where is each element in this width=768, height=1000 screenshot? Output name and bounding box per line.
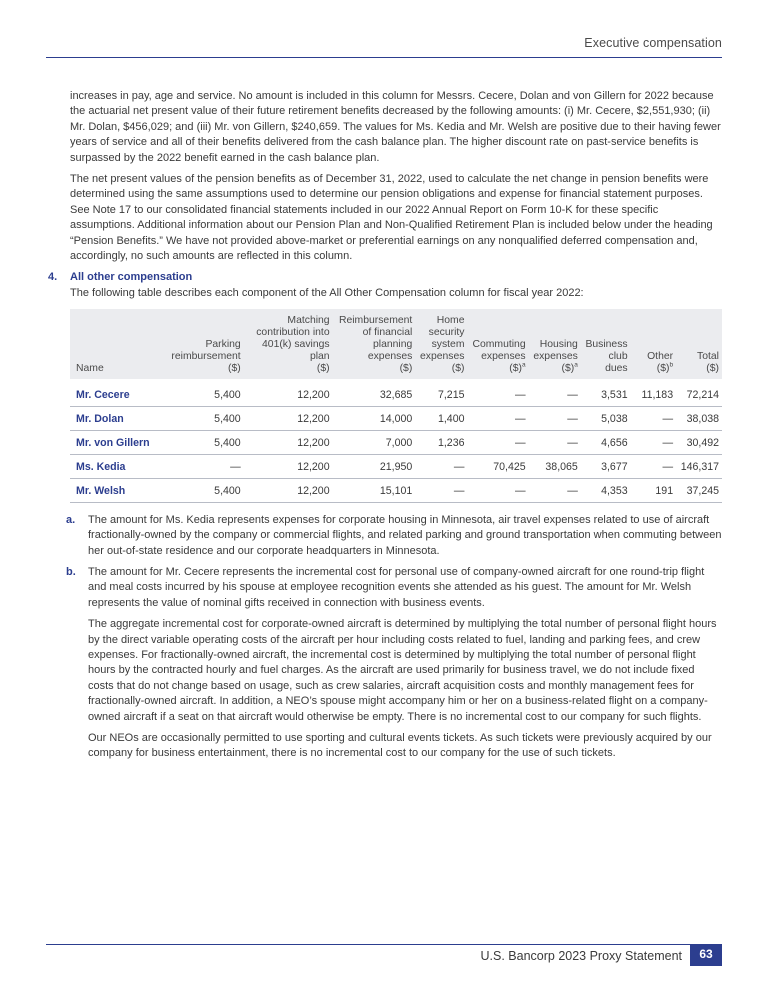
amount-cell: — — [529, 478, 581, 502]
all-other-compensation-table — [70, 309, 722, 503]
page-content — [48, 89, 722, 768]
pension-paragraph-2: The net present values of the pension benefits as of December 31, 2022, used to calculate the net change in pension benefits were determined using the same assumptions used to determine our pension obligations and expense for financial statement purposes. See Note 17 to our consolidated financial statements included in our 2022 Annual Report on Form 10-K for these specific assumptions. Additional information about our Pension Plan and Non-Qualified Retirement Plan is included below under the heading “Pension Benefits.” We have not provided above-market or preferential earnings on any nonqualified deferred compensation and, accordingly, no such amounts are reflected in this column. — [70, 173, 713, 263]
column-header-line: Reimbursement — [338, 315, 413, 327]
amount-cell: — — [631, 454, 676, 478]
column-header — [676, 309, 722, 379]
table-row — [70, 478, 722, 502]
table-header-row — [70, 309, 722, 379]
column-header-line: ($) — [399, 363, 413, 375]
column-header-line: system — [431, 339, 465, 351]
amount-cell: 5,400 — [161, 406, 244, 430]
amount-cell: 15,101 — [333, 478, 416, 502]
executive-name: Ms. Kedia — [70, 454, 161, 478]
column-header-line: ($) — [706, 363, 719, 375]
column-header-line: contribution into — [256, 327, 330, 339]
column-header-line: ($) — [227, 363, 241, 375]
amount-cell: 191 — [631, 478, 676, 502]
amount-cell: 12,200 — [244, 454, 333, 478]
footnote-ref: b — [669, 361, 674, 369]
column-header-line: 401(k) savings — [262, 339, 330, 351]
column-header-line: Name — [76, 363, 104, 375]
amount-cell: 12,200 — [244, 478, 333, 502]
column-header — [70, 309, 161, 379]
amount-cell: 1,236 — [415, 430, 467, 454]
column-header-line: dues — [605, 363, 628, 375]
footnote-ref: a — [574, 361, 578, 369]
amount-cell: 3,531 — [581, 379, 631, 406]
footnote-b-marker: b. — [66, 566, 76, 578]
column-header-line: expenses — [481, 351, 526, 363]
pension-paragraph-1: increases in pay, age and service. No amount is included in this column for Messrs. Cecere, Dolan and von Gillern for 2022 because the actuarial net present value of their future retirement benefits decreased by the following amounts: (i) Mr. Cecere, $2,551,930; (ii) Mr. Dolan, $456,029; and (iii) Mr. von Gillern, $240,659. The values for Ms. Kedia and Mr. Welsh are positive due to their having fewer years of service and all of their benefits delivered from the cash balance plan. The higher discount rate on past-service benefits is surpassed by the 2022 benefit earned in the cash balance plan. — [70, 90, 721, 164]
amount-cell: 5,038 — [581, 406, 631, 430]
amount-cell: 30,492 — [676, 430, 722, 454]
column-header-line: club — [608, 351, 628, 363]
amount-cell: 146,317 — [676, 454, 722, 478]
amount-cell: 11,183 — [631, 379, 676, 406]
section-number: 4. — [48, 271, 58, 284]
footer-title: U.S. Bancorp 2023 Proxy Statement — [480, 949, 682, 963]
column-header-line: Total — [697, 351, 719, 363]
column-header-line: ($) — [561, 363, 575, 375]
footnotes — [66, 513, 722, 762]
amount-cell: 12,200 — [244, 379, 333, 406]
column-header — [333, 309, 416, 379]
column-header — [581, 309, 631, 379]
amount-cell: — — [415, 478, 467, 502]
amount-cell: 3,677 — [581, 454, 631, 478]
amount-cell: — — [529, 379, 581, 406]
amount-cell: 7,000 — [333, 430, 416, 454]
amount-cell: 5,400 — [161, 379, 244, 406]
executive-name: Mr. von Gillern — [70, 430, 161, 454]
amount-cell: 7,215 — [415, 379, 467, 406]
amount-cell: 4,656 — [581, 430, 631, 454]
amount-cell: 4,353 — [581, 478, 631, 502]
column-header — [467, 309, 528, 379]
amount-cell: 5,400 — [161, 478, 244, 502]
column-header-line: Parking — [205, 339, 241, 351]
footnote-a — [66, 513, 722, 559]
section-intro: The following table describes each component of the All Other Compensation column for fiscal year 2022: — [70, 286, 584, 299]
column-header-line: Other — [647, 351, 674, 363]
section-title: All other compensation — [70, 271, 193, 284]
column-header-line: expenses — [367, 351, 413, 363]
amount-cell: — — [415, 454, 467, 478]
table-row — [70, 454, 722, 478]
amount-cell: 38,065 — [529, 454, 581, 478]
column-header-line: Matching — [287, 315, 330, 327]
amount-cell: 21,950 — [333, 454, 416, 478]
amount-cell: — — [467, 478, 528, 502]
amount-cell: — — [467, 379, 528, 406]
column-header — [631, 309, 676, 379]
column-header-line: Commuting — [472, 339, 526, 351]
amount-cell: 72,214 — [676, 379, 722, 406]
amount-cell: 12,200 — [244, 406, 333, 430]
amount-cell: 12,200 — [244, 430, 333, 454]
header-divider — [46, 57, 722, 58]
column-header-line: Business — [585, 339, 628, 351]
table-row — [70, 430, 722, 454]
amount-cell: 38,038 — [676, 406, 722, 430]
footnote-b-text: The amount for Mr. Cecere represents the incremental cost for personal use of company-owned aircraft for one round-trip flight and meal costs incurred by his spouse at employee recognition events she attended as his guest. The amount for Mr. Welsh represents the value of nominal gifts received in connection with business events. — [88, 566, 705, 609]
column-header — [415, 309, 467, 379]
table-row — [70, 406, 722, 430]
column-header-line: plan — [309, 351, 330, 363]
column-header — [529, 309, 581, 379]
amount-cell: 5,400 — [161, 430, 244, 454]
amount-cell: 14,000 — [333, 406, 416, 430]
column-header — [244, 309, 333, 379]
footnote-b-tickets-paragraph: Our NEOs are occasionally permitted to use sporting and cultural events tickets. As such tickets were previously acquired by our company for business entertainment, there is no incremental cost to our company for the use of such tickets. — [88, 732, 712, 760]
amount-cell: — — [161, 454, 244, 478]
amount-cell: 37,245 — [676, 478, 722, 502]
column-header-line: planning — [373, 339, 413, 351]
amount-cell: 1,400 — [415, 406, 467, 430]
amount-cell: — — [631, 430, 676, 454]
page-number: 63 — [690, 944, 722, 966]
section-all-other-compensation — [48, 270, 722, 301]
amount-cell: 70,425 — [467, 454, 528, 478]
column-header-line: security — [428, 327, 465, 339]
footnote-b-aircraft-paragraph: The aggregate incremental cost for corporate-owned aircraft is determined by multiplying the total number of personal flight hours by the direct variable operating costs of the aircraft per hour including costs related to fuel, landing and parking fees, and crew expenses. For fractionally-owned aircraft, the incremental cost is determined by multiplying the total number of personal flight hours by the contracted hourly and fuel charges. As the aircraft are used primarily for business travel, we do not include fixed costs that do not change based on usage, such as crew salaries, aircraft acquisition costs and monthly management fees for fractionally-owned aircraft. In addition, a NEO’s spouse might accompany him or her on a business-related flight on a company-owned aircraft if a seat on that aircraft would otherwise be empty. There is no incremental cost to our company for such flights. — [88, 618, 717, 723]
footnote-a-marker: a. — [66, 513, 76, 526]
executive-name: Mr. Dolan — [70, 406, 161, 430]
column-header-line: of financial — [362, 327, 413, 339]
column-header-line: Housing — [539, 339, 578, 351]
amount-cell: — — [467, 430, 528, 454]
footnote-b — [66, 565, 722, 611]
executive-name: Mr. Welsh — [70, 478, 161, 502]
column-header-line: ($) — [509, 363, 522, 375]
column-header-line: Home — [436, 315, 465, 327]
column-header-line: ($) — [451, 363, 465, 375]
amount-cell: — — [631, 406, 676, 430]
column-header-line: reimbursement — [171, 351, 241, 363]
table-body — [70, 379, 722, 502]
footer-divider — [46, 944, 722, 945]
amount-cell: — — [467, 406, 528, 430]
column-header — [161, 309, 244, 379]
running-header: Executive compensation — [584, 36, 722, 50]
amount-cell: 32,685 — [333, 379, 416, 406]
column-header-line: ($) — [316, 363, 330, 375]
table-row — [70, 379, 722, 406]
column-header-line: expenses — [533, 351, 578, 363]
column-header-line: ($) — [656, 363, 670, 375]
footnote-a-text: The amount for Ms. Kedia represents expenses for corporate housing in Minnesota, air travel expenses related to use of aircraft fractionally-owned by the company or commercial flights, and related parking and ground transportation when commuting between her out-of-state residence and our corporate headquarters in Minnesota. — [88, 513, 722, 557]
footnote-ref: a — [522, 361, 526, 369]
amount-cell: — — [529, 406, 581, 430]
executive-name: Mr. Cecere — [70, 379, 161, 406]
amount-cell: — — [529, 430, 581, 454]
column-header-line: expenses — [420, 351, 465, 363]
